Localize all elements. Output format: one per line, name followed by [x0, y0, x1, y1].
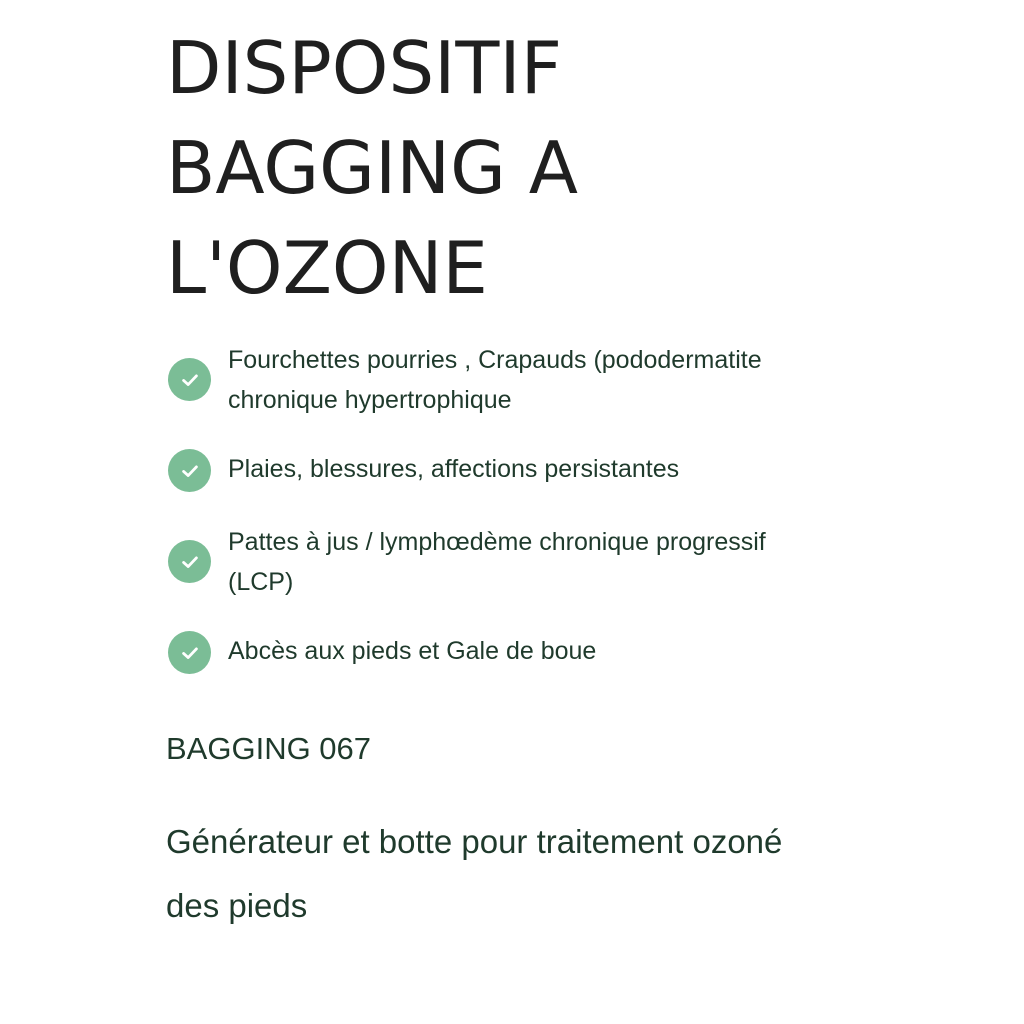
feature-item [166, 522, 866, 602]
feature-item [166, 631, 866, 675]
check-circle-icon [168, 540, 211, 583]
product-title-line: DISPOSITIF [166, 26, 563, 110]
feature-item [166, 340, 866, 420]
feature-text-line: Pattes à jus / lymphœdème chronique progressif [228, 528, 766, 556]
feature-text-line: chronique hypertrophique [228, 386, 512, 414]
feature-text-line: Abcès aux pieds et Gale de boue [228, 637, 597, 665]
check-circle-icon [168, 449, 211, 492]
product-sku: BAGGING 067 [166, 731, 372, 766]
product-title-line: L'OZONE [166, 226, 488, 310]
feature-text-line: (LCP) [228, 568, 294, 596]
check-circle-icon [168, 358, 211, 401]
feature-list [166, 340, 866, 704]
check-circle-icon [168, 631, 211, 674]
product-title-line: BAGGING A [166, 126, 578, 210]
product-description-line: des pieds [166, 887, 308, 924]
product-description-line: Générateur et botte pour traitement ozoné [166, 823, 783, 860]
feature-text-line: Fourchettes pourries , Crapauds (pododermatite [228, 346, 762, 374]
feature-item [166, 449, 866, 493]
product-title [166, 18, 926, 318]
feature-text-line: Plaies, blessures, affections persistantes [228, 455, 680, 483]
product-description [166, 810, 866, 938]
